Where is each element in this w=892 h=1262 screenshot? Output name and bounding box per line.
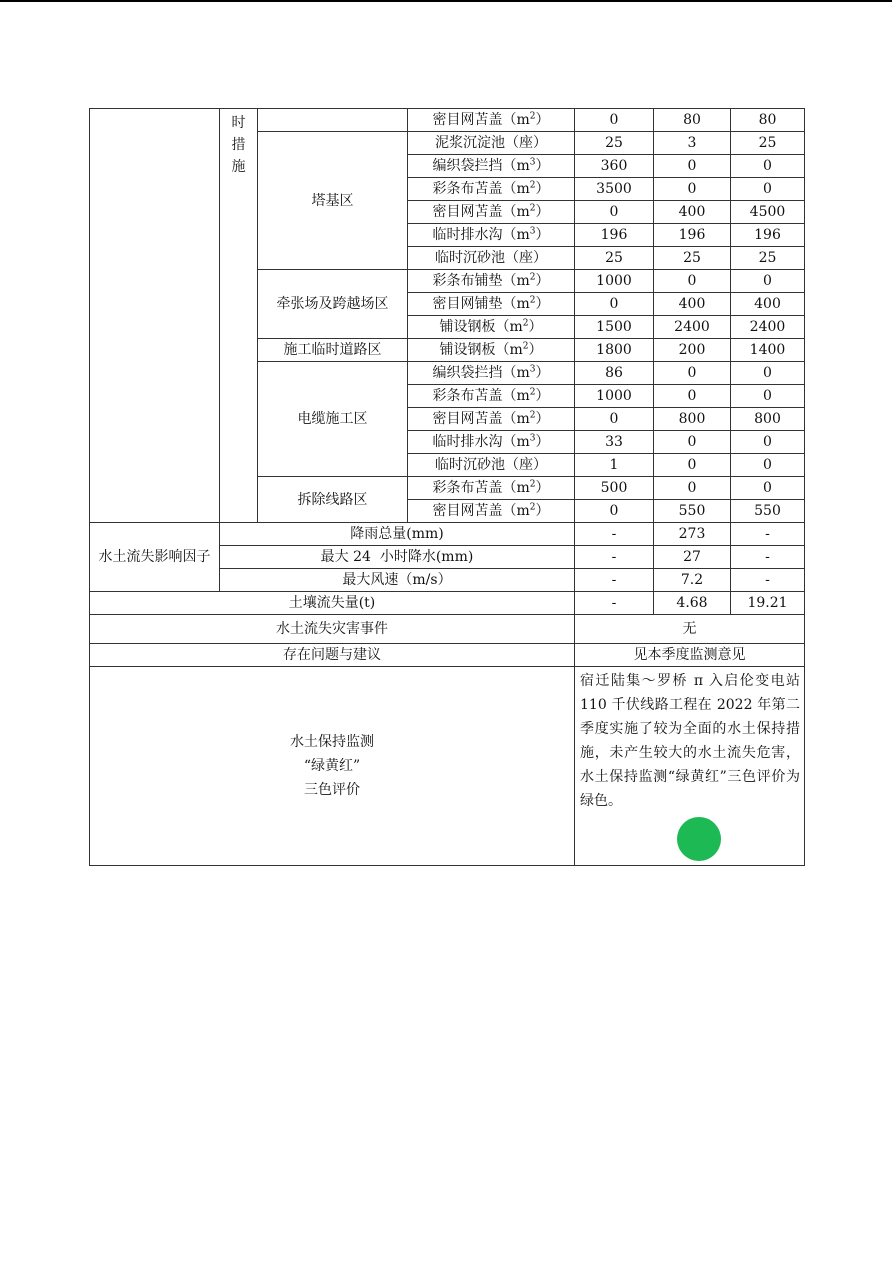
item-unit: m xyxy=(516,480,530,496)
value-cell-3: 0 xyxy=(731,155,805,178)
value-cell-1: 1 xyxy=(575,454,654,477)
table-row xyxy=(90,523,805,546)
value-cell-3: 400 xyxy=(731,293,805,316)
item-unit: m xyxy=(516,158,530,174)
area-cell: 塔基区 xyxy=(258,132,408,270)
value-cell-2: 0 xyxy=(654,362,731,385)
item-name: 彩条布铺垫 xyxy=(432,273,503,289)
item-cell: 密目网铺垫$(m^2)$ xyxy=(408,293,575,316)
value-cell-1: - xyxy=(575,569,654,592)
value-cell-1: 33 xyxy=(575,431,654,454)
unit-exponent: 2 xyxy=(529,272,536,283)
factor-name: 降雨总量(mm) xyxy=(220,523,575,546)
value-cell-1: 0 xyxy=(575,201,654,224)
unit-exponent: 2 xyxy=(529,203,536,214)
value-cell-3: 0 xyxy=(731,477,805,500)
assessment-cell xyxy=(575,667,805,866)
value-cell-1: 1800 xyxy=(575,339,654,362)
item-cell: 密目网苫盖$(m^2)$ xyxy=(408,408,575,431)
unit-exponent: 3 xyxy=(529,226,536,237)
value-cell-3: 25 xyxy=(731,247,805,270)
value-cell-3: 19.21 xyxy=(731,592,805,615)
value-cell-1: 500 xyxy=(575,477,654,500)
item-unit: m xyxy=(516,273,530,289)
value-cell-3: 2400 xyxy=(731,316,805,339)
value-cell-3: 25 xyxy=(731,132,805,155)
item-cell: 铺设钢板$(m^2)$ xyxy=(408,316,575,339)
value-cell-2: 2400 xyxy=(654,316,731,339)
disaster-value: 无 xyxy=(575,615,805,644)
unit-exponent: 2 xyxy=(529,295,536,306)
table-row xyxy=(90,615,805,644)
value-cell-1: 25 xyxy=(575,247,654,270)
value-cell-2: 0 xyxy=(654,178,731,201)
value-cell-3: 4500 xyxy=(731,201,805,224)
value-cell-3: 550 xyxy=(731,500,805,523)
value-cell-1: - xyxy=(575,592,654,615)
item-unit: m xyxy=(516,503,530,519)
table-row xyxy=(90,592,805,615)
value-cell-1: 0 xyxy=(575,408,654,431)
value-cell-3: - xyxy=(731,523,805,546)
item-unit: m xyxy=(509,319,523,335)
value-cell-1: 196 xyxy=(575,224,654,247)
item-cell: 临时沉砂池（座） xyxy=(408,454,575,477)
item-name: 彩条布苫盖 xyxy=(432,480,503,496)
value-cell-3: 0 xyxy=(731,270,805,293)
item-name: 彩条布苫盖 xyxy=(432,388,503,404)
assessment-label-line: “绿黄红” xyxy=(303,758,361,774)
assessment-label xyxy=(90,667,575,866)
table-body xyxy=(90,109,805,866)
item-unit: 座 xyxy=(519,135,533,151)
item-cell: 彩条布苫盖$(m^2)$ xyxy=(408,178,575,201)
value-cell-3: 0 xyxy=(731,362,805,385)
value-cell-3: 0 xyxy=(731,431,805,454)
unit-exponent: 3 xyxy=(529,364,536,375)
value-cell-2: 196 xyxy=(654,224,731,247)
item-unit: m xyxy=(516,181,530,197)
item-unit: m xyxy=(516,112,530,128)
factors-label: 水土流失影响因子 xyxy=(90,523,220,592)
item-unit: 座 xyxy=(519,250,533,266)
value-cell-2: 80 xyxy=(654,109,731,132)
item-unit: 座 xyxy=(519,457,533,473)
unit-exponent: 2 xyxy=(529,387,536,398)
page-top-rule xyxy=(0,0,892,2)
value-cell-2: 4.68 xyxy=(654,592,731,615)
assessment-text: 宿迁陆集～罗桥 π 入启伦变电站 110 千伏线路工程在 2022 年第二季度实施了较为全面的水土保持措施，未产生较大的水土流失危害，水土保持监测“绿黄红”三色评价为绿色。 xyxy=(580,673,800,809)
vertical-char: 措 xyxy=(231,137,246,153)
item-name: 编织袋拦挡 xyxy=(432,365,503,381)
value-cell-2: 200 xyxy=(654,339,731,362)
value-cell-3: - xyxy=(731,546,805,569)
factor-name: 最大风速（m/s） xyxy=(220,569,575,592)
value-cell-2: 0 xyxy=(654,454,731,477)
item-name: 铺设钢板 xyxy=(439,342,496,358)
value-cell-2: 273 xyxy=(654,523,731,546)
item-name: 泥浆沉淀池 xyxy=(435,135,505,151)
value-cell-1: 86 xyxy=(575,362,654,385)
item-name: 密目网苫盖 xyxy=(432,503,503,519)
item-name: 临时排水沟 xyxy=(432,227,503,243)
problems-value: 见本季度监测意见 xyxy=(575,644,805,667)
value-cell-2: 25 xyxy=(654,247,731,270)
value-cell-1: 3500 xyxy=(575,178,654,201)
item-name: 密目网苫盖 xyxy=(432,112,503,128)
item-cell: 密目网苫盖$(m^2)$ xyxy=(408,500,575,523)
value-cell-2: 3 xyxy=(654,132,731,155)
green-light-indicator xyxy=(677,817,721,861)
value-cell-1: 25 xyxy=(575,132,654,155)
item-name: 临时排水沟 xyxy=(432,434,503,450)
problems-label: 存在问题与建议 xyxy=(90,644,575,667)
value-cell-1: 0 xyxy=(575,500,654,523)
item-unit: m xyxy=(516,411,530,427)
value-cell-2: 400 xyxy=(654,293,731,316)
value-cell-3: 80 xyxy=(731,109,805,132)
item-name: 密目网苫盖 xyxy=(432,204,503,220)
unit-exponent: 2 xyxy=(522,341,529,352)
item-name: 临时沉砂池 xyxy=(435,457,505,473)
item-name: 编织袋拦挡 xyxy=(432,158,503,174)
item-cell: 彩条布苫盖$(m^2)$ xyxy=(408,385,575,408)
vertical-char: 施 xyxy=(231,159,246,175)
item-cell: 泥浆沉淀池（座） xyxy=(408,132,575,155)
item-cell: 密目网苫盖$(m^2)$ xyxy=(408,201,575,224)
item-name: 密目网铺垫 xyxy=(432,296,503,312)
item-cell: 编织袋拦挡$(m^3)$ xyxy=(408,362,575,385)
disaster-label: 水土流失灾害事件 xyxy=(90,615,575,644)
monitoring-table xyxy=(89,108,805,866)
value-cell-1: 1000 xyxy=(575,270,654,293)
category-cell xyxy=(90,109,220,523)
unit-exponent: 2 xyxy=(529,111,536,122)
item-cell: 彩条布苫盖$(m^2)$ xyxy=(408,477,575,500)
value-cell-2: 0 xyxy=(654,155,731,178)
area-cell: 拆除线路区 xyxy=(258,477,408,523)
value-cell-2: 0 xyxy=(654,270,731,293)
item-cell: 彩条布铺垫$(m^2)$ xyxy=(408,270,575,293)
item-unit: m xyxy=(516,296,530,312)
item-cell: 临时排水沟$(m^3)$ xyxy=(408,431,575,454)
item-name: 彩条布苫盖 xyxy=(432,181,503,197)
value-cell-1: - xyxy=(575,546,654,569)
value-cell-1: 360 xyxy=(575,155,654,178)
item-cell: 密目网苫盖$(m^2)$ xyxy=(408,109,575,132)
value-cell-2: 800 xyxy=(654,408,731,431)
factor-name: 最大 24 小时降水(mm) xyxy=(220,546,575,569)
value-cell-3: 0 xyxy=(731,178,805,201)
unit-exponent: 2 xyxy=(529,479,536,490)
item-unit: m xyxy=(516,434,530,450)
value-cell-1: 0 xyxy=(575,293,654,316)
assessment-label-line: 三色评价 xyxy=(304,782,360,798)
value-cell-2: 0 xyxy=(654,477,731,500)
table-row xyxy=(90,667,805,866)
item-unit: m xyxy=(509,342,523,358)
unit-exponent: 3 xyxy=(529,433,536,444)
table-row xyxy=(90,109,805,132)
value-cell-1: - xyxy=(575,523,654,546)
item-unit: m xyxy=(516,227,530,243)
value-cell-2: 550 xyxy=(654,500,731,523)
value-cell-2: 0 xyxy=(654,431,731,454)
item-name: 铺设钢板 xyxy=(439,319,496,335)
value-cell-2: 0 xyxy=(654,385,731,408)
item-unit: m xyxy=(516,204,530,220)
item-unit: m xyxy=(516,388,530,404)
unit-exponent: 2 xyxy=(529,410,536,421)
unit-exponent: 3 xyxy=(529,157,536,168)
value-cell-3: 800 xyxy=(731,408,805,431)
soil-loss-label: 土壤流失量(t) xyxy=(90,592,575,615)
value-cell-3: 1400 xyxy=(731,339,805,362)
unit-exponent: 2 xyxy=(529,502,536,513)
measures-vertical-label xyxy=(220,109,258,523)
value-cell-1: 0 xyxy=(575,109,654,132)
value-cell-3: 196 xyxy=(731,224,805,247)
item-unit: m xyxy=(516,365,530,381)
area-cell: 电缆施工区 xyxy=(258,362,408,477)
item-cell: 铺设钢板$(m^2)$ xyxy=(408,339,575,362)
table-row xyxy=(90,644,805,667)
area-cell: 施工临时道路区 xyxy=(258,339,408,362)
item-name: 临时沉砂池 xyxy=(435,250,505,266)
unit-exponent: 2 xyxy=(522,318,529,329)
area-cell: 牵张场及跨越场区 xyxy=(258,270,408,339)
value-cell-1: 1500 xyxy=(575,316,654,339)
value-cell-3: 0 xyxy=(731,385,805,408)
value-cell-2: 400 xyxy=(654,201,731,224)
value-cell-2: 7.2 xyxy=(654,569,731,592)
item-cell: 临时排水沟$(m^3)$ xyxy=(408,224,575,247)
value-cell-1: 1000 xyxy=(575,385,654,408)
vertical-char: 时 xyxy=(231,115,246,131)
unit-exponent: 2 xyxy=(529,180,536,191)
item-cell: 临时沉砂池（座） xyxy=(408,247,575,270)
value-cell-3: - xyxy=(731,569,805,592)
area-cell xyxy=(258,109,408,132)
assessment-label-line: 水土保持监测 xyxy=(290,734,374,750)
value-cell-2: 27 xyxy=(654,546,731,569)
value-cell-3: 0 xyxy=(731,454,805,477)
item-name: 密目网苫盖 xyxy=(432,411,503,427)
item-cell: 编织袋拦挡$(m^3)$ xyxy=(408,155,575,178)
